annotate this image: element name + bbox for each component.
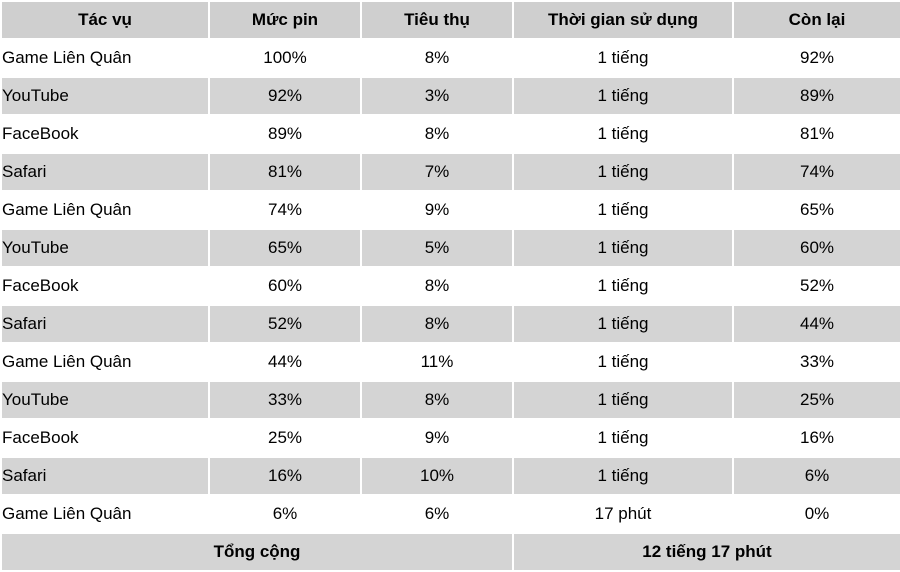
cell-remaining: 92% (733, 39, 900, 77)
table-row (1, 229, 900, 267)
cell-remaining: 81% (733, 115, 900, 153)
cell-battery-level: 74% (209, 191, 361, 229)
table-header (1, 1, 900, 39)
column-header-battery-level: Mức pin (209, 1, 361, 39)
cell-consumption: 5% (361, 229, 513, 267)
cell-task: Game Liên Quân (1, 343, 209, 381)
cell-usage-time: 1 tiếng (513, 343, 733, 381)
cell-task: Game Liên Quân (1, 495, 209, 533)
cell-remaining: 33% (733, 343, 900, 381)
cell-usage-time: 1 tiếng (513, 77, 733, 115)
cell-battery-level: 81% (209, 153, 361, 191)
cell-task: Game Liên Quân (1, 39, 209, 77)
cell-remaining: 65% (733, 191, 900, 229)
cell-battery-level: 16% (209, 457, 361, 495)
cell-remaining: 6% (733, 457, 900, 495)
cell-task: FaceBook (1, 115, 209, 153)
column-header-remaining: Còn lại (733, 1, 900, 39)
cell-usage-time: 1 tiếng (513, 267, 733, 305)
cell-battery-level: 89% (209, 115, 361, 153)
cell-task: YouTube (1, 381, 209, 419)
cell-battery-level: 52% (209, 305, 361, 343)
table-row (1, 343, 900, 381)
cell-battery-level: 25% (209, 419, 361, 457)
cell-task: FaceBook (1, 267, 209, 305)
cell-battery-level: 60% (209, 267, 361, 305)
table-row (1, 153, 900, 191)
cell-battery-level: 100% (209, 39, 361, 77)
cell-task: FaceBook (1, 419, 209, 457)
table-row (1, 39, 900, 77)
cell-task: Safari (1, 457, 209, 495)
total-label: Tổng cộng (1, 533, 513, 571)
cell-usage-time: 1 tiếng (513, 229, 733, 267)
cell-consumption: 9% (361, 191, 513, 229)
cell-usage-time: 1 tiếng (513, 191, 733, 229)
cell-battery-level: 33% (209, 381, 361, 419)
cell-battery-level: 6% (209, 495, 361, 533)
cell-task: Safari (1, 153, 209, 191)
footer-row (1, 533, 900, 571)
column-header-consumption: Tiêu thụ (361, 1, 513, 39)
cell-consumption: 8% (361, 115, 513, 153)
cell-usage-time: 1 tiếng (513, 115, 733, 153)
table-footer (1, 533, 900, 571)
cell-remaining: 89% (733, 77, 900, 115)
total-value: 12 tiếng 17 phút (513, 533, 900, 571)
cell-remaining: 0% (733, 495, 900, 533)
cell-task: YouTube (1, 77, 209, 115)
cell-task: YouTube (1, 229, 209, 267)
column-header-usage-time: Thời gian sử dụng (513, 1, 733, 39)
table-row (1, 267, 900, 305)
cell-consumption: 7% (361, 153, 513, 191)
table-row (1, 457, 900, 495)
cell-battery-level: 65% (209, 229, 361, 267)
cell-usage-time: 1 tiếng (513, 305, 733, 343)
header-row (1, 1, 900, 39)
cell-consumption: 11% (361, 343, 513, 381)
table-body (1, 39, 900, 533)
cell-usage-time: 1 tiếng (513, 419, 733, 457)
table-row (1, 419, 900, 457)
cell-task: Safari (1, 305, 209, 343)
cell-usage-time: 17 phút (513, 495, 733, 533)
cell-consumption: 8% (361, 305, 513, 343)
cell-remaining: 60% (733, 229, 900, 267)
cell-remaining: 16% (733, 419, 900, 457)
column-header-task: Tác vụ (1, 1, 209, 39)
cell-consumption: 9% (361, 419, 513, 457)
cell-remaining: 25% (733, 381, 900, 419)
cell-consumption: 8% (361, 267, 513, 305)
table-row (1, 77, 900, 115)
cell-usage-time: 1 tiếng (513, 381, 733, 419)
cell-consumption: 3% (361, 77, 513, 115)
table-row (1, 381, 900, 419)
cell-consumption: 8% (361, 381, 513, 419)
table-row (1, 305, 900, 343)
table-row (1, 495, 900, 533)
cell-consumption: 10% (361, 457, 513, 495)
cell-usage-time: 1 tiếng (513, 153, 733, 191)
cell-usage-time: 1 tiếng (513, 457, 733, 495)
cell-remaining: 74% (733, 153, 900, 191)
cell-consumption: 8% (361, 39, 513, 77)
cell-task: Game Liên Quân (1, 191, 209, 229)
cell-remaining: 52% (733, 267, 900, 305)
table-row (1, 115, 900, 153)
cell-usage-time: 1 tiếng (513, 39, 733, 77)
cell-consumption: 6% (361, 495, 513, 533)
cell-battery-level: 92% (209, 77, 361, 115)
cell-battery-level: 44% (209, 343, 361, 381)
table-row (1, 191, 900, 229)
cell-remaining: 44% (733, 305, 900, 343)
